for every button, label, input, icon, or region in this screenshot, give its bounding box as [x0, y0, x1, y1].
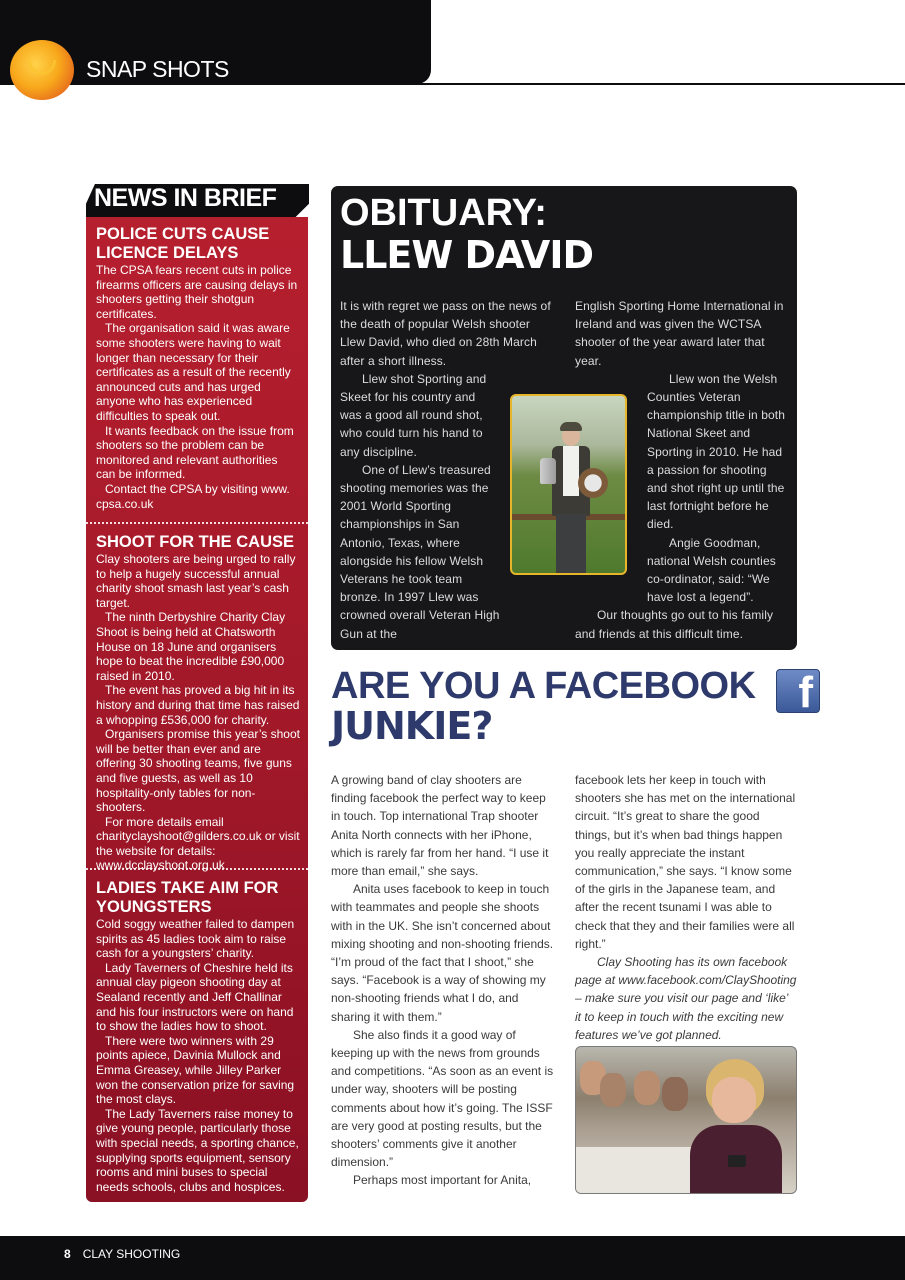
news-paragraph: Lady Taverners of Cheshire held its annual clay pigeon shooting day at Sealand recently and Jeff Challinar and his four instructors were on hand to show the ladies how to shoot. [96, 960, 294, 1034]
section-title: SNAP SHOTS [86, 56, 229, 82]
news-paragraph: Organisers promise this year’s shoot will be better than ever and are offering 30 shooting teams, five guns and five guests, as well as 10 hospitality-only tables for non-shooters. [96, 727, 300, 815]
obituary-paragraph: One of Llew’s treasured shooting memories was the 2001 World Sporting championships in San Antonio, Texas, where alongside his fellow Welsh Veterans he took team bronze. In 1997 Llew was crowned overall Veteran High Gun at the [340, 462, 500, 641]
news-paragraph: It wants feedback on the issue from shooters so the problem can be monitored and relevant authorities can be informed. [96, 423, 294, 482]
facebook-paragraph: A growing band of clay shooters are finding facebook the perfect way to keep in touch. Top international Trap shooter Anita North connects with her iPhone, which is rarely far from her hand. “I use it more than email,” she says. [331, 773, 549, 879]
facebook-title-line2: JUNKIE? [331, 704, 493, 748]
facebook-column-1 [331, 771, 556, 1190]
news-paragraph: For more details email charityclayshoot@gilders.co.uk or visit the website for details: www.dcclayshoot.org.uk [96, 814, 300, 873]
facebook-article-title [331, 666, 756, 746]
dotted-divider [86, 522, 308, 524]
obituary-column-2 [575, 297, 789, 643]
news-item-shoot-for-cause [96, 533, 300, 873]
news-paragraph: Cold soggy weather failed to dampen spirits as 45 ladies took aim to raise cash for a youngsters’ charity. [96, 917, 295, 961]
obituary-paragraph: Llew won the Welsh Counties Veteran championship title in both National Skeet and Sporting in 2010. He had a passion for shooting and shot right up until the last fortnight before he died. [647, 371, 786, 532]
obituary-paragraph: Our thoughts go out to his family and friends at this difficult time. [575, 608, 774, 641]
facebook-logo-icon: f [776, 669, 820, 713]
obituary-box [331, 186, 797, 650]
facebook-paragraph: Anita uses facebook to keep in touch with teammates and people she shoots with in the UK. She isn’t concerned about mixing shooting and non-shooting friends. “I’m proud of the fact that I shoot,” she says. “Facebook is a way of showing my non-shooting friends what I do, and sharing it with them.” [331, 882, 554, 1024]
news-in-brief-title: NEWS IN BRIEF [94, 184, 277, 212]
news-item-police-cuts [96, 225, 300, 511]
obituary-title-line2: LLEW DAVID [340, 233, 593, 277]
header-rule [0, 83, 905, 85]
news-paragraph: The ninth Derbyshire Charity Clay Shoot is being held at Chatsworth House on 18 June and organisers hope to beat the incredible £90,000 raised in 2010. [96, 610, 286, 683]
obituary-paragraph: Angie Goodman, national Welsh counties co-ordinator, said: “We have lost a legend”. [647, 535, 776, 605]
news-headline: POLICE CUTS CAUSE LICENCE DELAYS [96, 225, 270, 262]
clay-target-logo-icon [10, 40, 74, 100]
page-number: 8 [64, 1247, 71, 1261]
obituary-paragraph: It is with regret we pass on the news of the death of popular Welsh shooter Llew David, who died on 28th March after a short illness. [340, 299, 551, 368]
dotted-divider [86, 868, 308, 870]
trophy-icon [540, 458, 556, 484]
news-headline: SHOOT FOR THE CAUSE [96, 533, 295, 551]
phone-icon [728, 1155, 746, 1167]
footer-label [64, 1247, 180, 1261]
news-paragraph: The CPSA fears recent cuts in police firearms officers are causing delays in shooters getting their shotgun certificates. [96, 263, 298, 321]
news-paragraph: The organisation said it was aware some shooters were having to wait longer than necessary for their certificates as a result of the recently announced cuts and has urged anyone who has experienced difficulties to speak out. [96, 321, 291, 423]
obituary-title [340, 192, 593, 276]
news-paragraph: There were two winners with 29 points apiece, Davinia Mullock and Emma Greasey, while Jilley Parker won the conservation prize for saving the most clays. [96, 1033, 295, 1107]
news-paragraph: Clay shooters are being urged to rally to help a hugely successful annual charity shoot smash last year’s cash target. [96, 552, 296, 610]
obituary-title-line1: OBITUARY: [340, 192, 547, 234]
obituary-paragraph: Llew shot Sporting and Skeet for his country and was a good all round shot, who could turn his hand to any discipline. [340, 371, 487, 459]
magazine-name: CLAY SHOOTING [82, 1247, 181, 1261]
news-headline: LADIES TAKE AIM FOR YOUNGSTERS [96, 879, 279, 916]
facebook-paragraph: facebook lets her keep in touch with shooters she has met on the international circuit. “It’s great to share the good things, but it’s when bad things happen you really appreciate the instant communication,” she says. “I know some of the girls in the Japanese team, and after the recent tsunami I was able to check that they and their families were all right.” [575, 773, 796, 951]
news-in-brief-header [86, 184, 309, 219]
facebook-paragraph: Perhaps most important for Anita, [353, 1173, 532, 1188]
facebook-paragraph: Clay Shooting has its own facebook page at www.facebook.com/ClayShooting – make sure you visit our page and ‘like’ it to keep in touch with the exciting new features we’ve got planned. [575, 955, 797, 1042]
news-in-brief-panel [86, 217, 308, 1202]
news-paragraph: Contact the CPSA by visiting www. cpsa.co.uk [96, 481, 290, 511]
news-item-ladies-take-aim [96, 879, 300, 1194]
anita-north-photo [575, 1046, 797, 1194]
facebook-title-line1: ARE YOU A FACEBOOK [331, 665, 756, 707]
obituary-paragraph: English Sporting Home International in Ireland and was given the WCTSA shooter of the year award later that year. [575, 299, 784, 368]
facebook-column-2 [575, 771, 797, 1044]
facebook-paragraph: She also finds it a good way of keeping up with the news from grounds and competitions. “As soon as an event is under way, shooters will be posting comments about how it’s going. The ISSF are very good at posting results, but the shooters’ comments give it another dimension.” [331, 1027, 554, 1170]
news-paragraph: The Lady Taverners raise money to give young people, particularly those with special needs, a sporting chance, supplying sports equipment, sensory rooms and mini buses to special needs schools, clubs and hospices. [96, 1106, 299, 1194]
news-paragraph: The event has proved a big hit in its history and during that time has raised a whopping £536,000 for charity. [96, 683, 300, 727]
